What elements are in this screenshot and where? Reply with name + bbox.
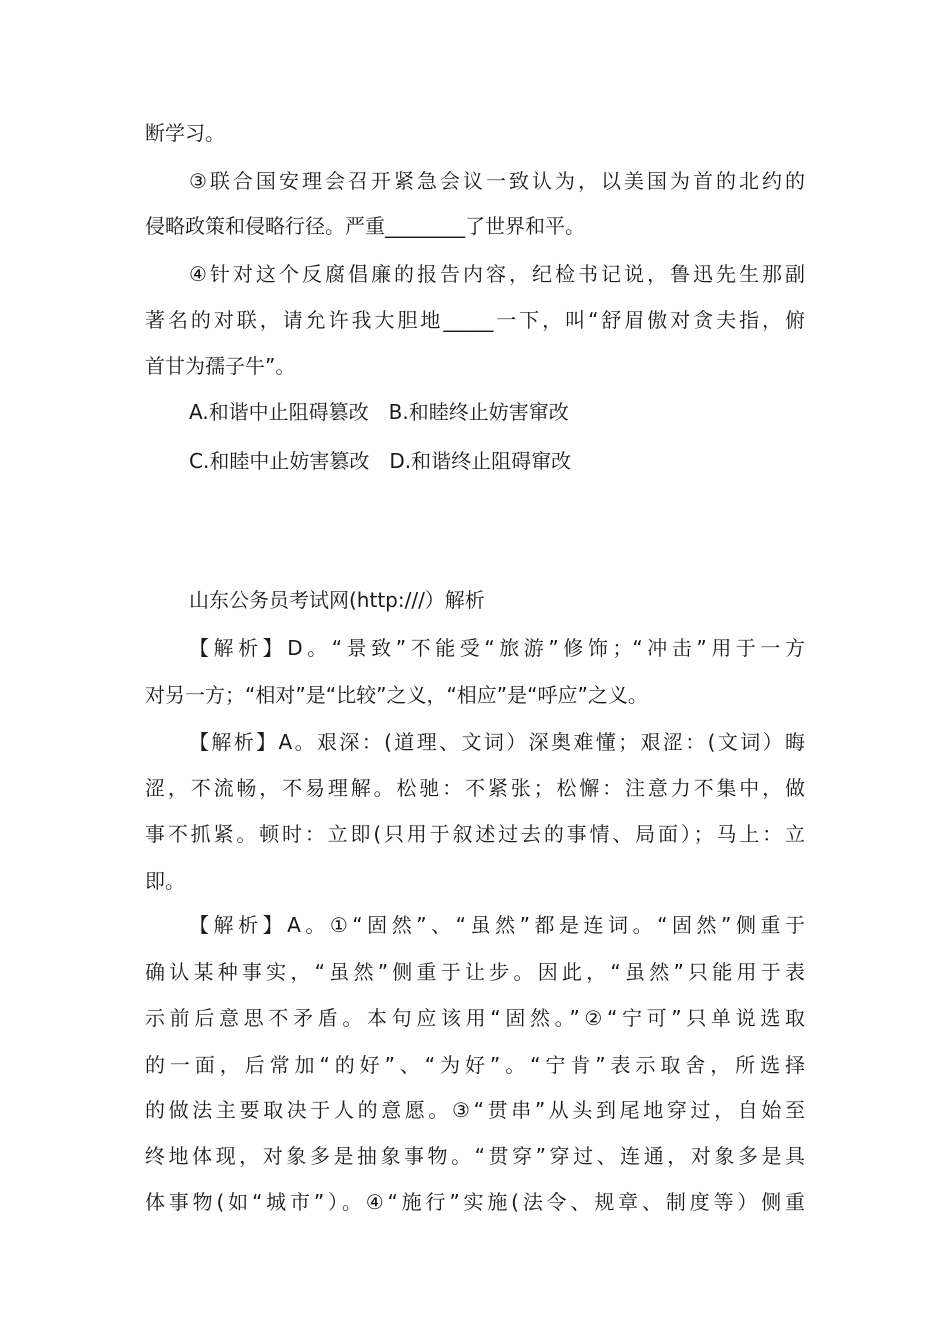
analysis-line: 【解析】A。艰深：(道理、文词）深奥难懂；艰涩：(文词）晦 (189, 730, 805, 754)
analysis-line: 对另一方；“相对”是“比较”之义，“相应”是“呼应”之义。 (145, 683, 648, 707)
question-3-line: ③联合国安理会召开紧急会议一致认为，以美国为首的北约的 (189, 169, 805, 193)
analysis-line: 示前后意思不矛盾。本句应该用“固然。”②“宁可”只单说选取 (145, 1006, 805, 1030)
analysis-line: 【解析】A。①“固然”、“虽然”都是连词。“固然”侧重于 (189, 913, 805, 937)
analysis-line: 事不抓紧。顿时：立即(只用于叙述过去的事情、局面）；马上：立 (145, 822, 805, 846)
analysis-line: 的做法主要取决于人的意愿。③“贯串”从头到尾地穿过，自始至 (145, 1098, 805, 1122)
analysis-line: 体事物(如“城市”）。④“施行”实施(法令、规章、制度等）侧重 (145, 1190, 805, 1214)
analysis-line: 即。 (145, 869, 185, 893)
analysis-line: 确认某种事实，“虽然”侧重于让步。因此，“虽然”只能用于表 (145, 960, 805, 984)
question-4-line: ④针对这个反腐倡廉的报告内容，纪检书记说，鲁迅先生那副 (189, 262, 805, 286)
analysis-line: 的一面，后常加“的好”、“为好”。“宁肯”表示取舍，所选择 (145, 1053, 805, 1077)
analysis-line: 终地体现，对象多是抽象事物。“贯穿”穿过、连通，对象多是具 (145, 1144, 805, 1168)
analysis-line: 【解析】D。“景致”不能受“旅游”修饰；“冲击”用于一方 (189, 636, 805, 660)
answer-options: C.和睦中止妨害篡改 D.和谐终止阻碍窜改 (189, 449, 572, 473)
source-heading: 山东公务员考试网(http:///）解析 (189, 588, 485, 612)
question-4-line: 著名的对联，请允许我大胆地_____一下，叫“舒眉傲对贪夫指，俯 (145, 308, 805, 332)
text-line: 断学习。 (145, 121, 225, 145)
analysis-line: 涩，不流畅，不易理解。松驰：不紧张；松懈：注意力不集中，做 (145, 776, 805, 800)
question-3-line: 侵略政策和侵略行径。严重________了世界和平。 (145, 214, 585, 238)
answer-options: A.和谐中止阻碍篡改 B.和睦终止妨害窜改 (189, 400, 569, 424)
question-4-line: 首甘为孺子牛”。 (145, 354, 296, 378)
